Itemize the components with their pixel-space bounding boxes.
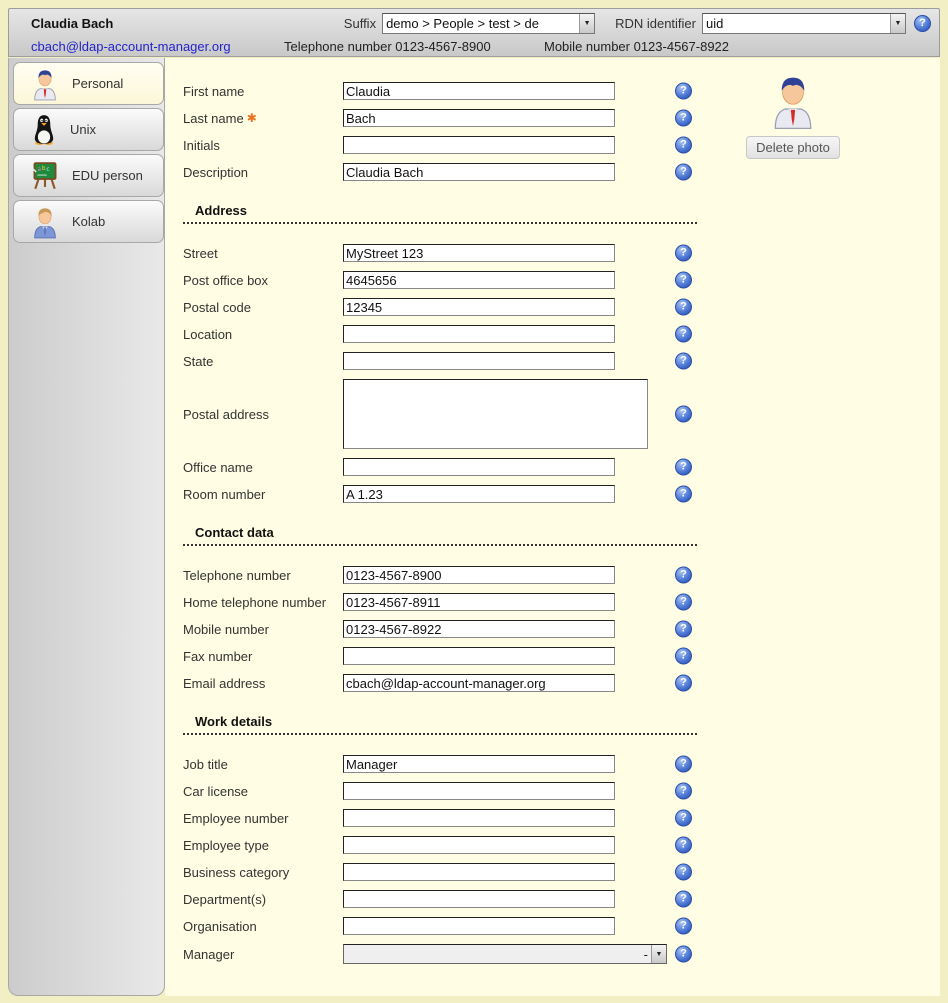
help-icon[interactable]: ?: [675, 164, 692, 181]
form-row-business-category: [183, 863, 703, 881]
manager-select[interactable]: [343, 944, 667, 964]
tab-unix[interactable]: [13, 108, 164, 151]
postal-code-label: Postal code: [183, 299, 251, 315]
form-row-employee-number: [183, 809, 703, 827]
description-label: Description: [183, 164, 249, 180]
tab-edu-person[interactable]: [13, 154, 164, 197]
tab-unix-label: Unix: [70, 122, 97, 137]
state-input[interactable]: [343, 352, 615, 370]
post-office-box-input[interactable]: [343, 271, 615, 289]
personal-form: [183, 82, 940, 964]
form-row-postal-code: [183, 298, 703, 316]
postal-address-label: Postal address: [183, 406, 269, 422]
room-number-input[interactable]: [343, 485, 615, 503]
chevron-down-icon[interactable]: ▼: [890, 14, 905, 33]
svg-text:b: b: [41, 166, 46, 173]
form-row-street: [183, 244, 703, 262]
form-row-employee-type: [183, 836, 703, 854]
help-icon[interactable]: ?: [675, 137, 692, 154]
chevron-down-icon[interactable]: ▼: [651, 945, 666, 963]
manager-label: Manager: [183, 946, 235, 962]
form-row-postal-address: [183, 379, 703, 449]
svg-text:a: a: [37, 167, 42, 174]
departments-label: Department(s): [183, 891, 267, 907]
form-row-mobile-number: [183, 620, 703, 638]
street-label: Street: [183, 245, 218, 261]
form-row-organisation: [183, 917, 703, 935]
help-icon[interactable]: ?: [675, 648, 692, 665]
business-category-label: Business category: [183, 864, 290, 880]
form-row-telephone-number: [183, 566, 703, 584]
description-input[interactable]: [343, 163, 615, 181]
help-icon[interactable]: ?: [675, 675, 692, 692]
suffix-select[interactable]: [382, 13, 595, 34]
location-input[interactable]: [343, 325, 615, 343]
email-address-label: Email address: [183, 675, 266, 691]
suffix-select-value: demo > People > test > de: [386, 16, 539, 31]
kolab-person-icon: [30, 205, 60, 239]
help-icon[interactable]: ?: [675, 326, 692, 343]
help-icon[interactable]: ?: [675, 83, 692, 100]
office-name-input[interactable]: [343, 458, 615, 476]
employee-type-label: Employee type: [183, 837, 269, 853]
state-label: State: [183, 353, 214, 369]
form-row-manager: [183, 944, 703, 964]
personal-tab-content: [165, 58, 940, 996]
header-row-top: [9, 9, 939, 36]
help-icon[interactable]: ?: [675, 567, 692, 584]
employee-number-label: Employee number: [183, 810, 289, 826]
initials-label: Initials: [183, 137, 220, 153]
last-name-required-marker: ✱: [246, 110, 257, 125]
chevron-down-icon[interactable]: ▼: [579, 14, 594, 33]
main-area: [8, 58, 940, 996]
office-name-label: Office name: [183, 459, 253, 475]
fax-number-label: Fax number: [183, 648, 253, 664]
photo-box: [737, 72, 849, 159]
telephone-number-input[interactable]: [343, 566, 615, 584]
initials-input[interactable]: [343, 136, 615, 154]
help-icon[interactable]: ?: [675, 353, 692, 370]
post-office-box-label: Post office box: [183, 272, 269, 288]
help-icon[interactable]: ?: [675, 245, 692, 262]
svg-text:c: c: [46, 167, 50, 174]
help-icon[interactable]: ?: [675, 272, 692, 289]
tab-kolab[interactable]: [13, 200, 164, 243]
account-header: [8, 8, 940, 57]
help-icon[interactable]: ?: [675, 864, 692, 881]
chalkboard-icon: [30, 160, 60, 191]
person-icon: [30, 67, 60, 101]
tab-personal-label: Personal: [72, 76, 124, 91]
employee-number-input[interactable]: [343, 809, 615, 827]
form-row-description: [183, 163, 703, 181]
help-icon[interactable]: ?: [675, 783, 692, 800]
home-telephone-number-input[interactable]: [343, 593, 615, 611]
form-row-office-name: [183, 458, 703, 476]
home-telephone-number-label: Home telephone number: [183, 594, 327, 610]
form-row-email-address: [183, 674, 703, 692]
section-heading-contact-data: Contact data: [183, 525, 697, 546]
suffix-label: Suffix: [343, 16, 377, 31]
help-icon[interactable]: ?: [914, 15, 931, 32]
help-icon[interactable]: ?: [675, 946, 692, 963]
account-email-link[interactable]: cbach@ldap-account-manager.org: [31, 38, 231, 54]
telephone-number-label: Telephone number: [183, 567, 291, 583]
last-name-label: Last name ✱: [183, 110, 257, 126]
form-row-room-number: [183, 485, 703, 503]
organisation-input[interactable]: [343, 917, 615, 935]
postal-address-textarea[interactable]: [343, 379, 648, 449]
postal-code-input[interactable]: [343, 298, 615, 316]
manager-select-value: -: [643, 946, 648, 962]
departments-input[interactable]: [343, 890, 615, 908]
help-icon[interactable]: ?: [675, 299, 692, 316]
delete-photo-button[interactable]: Delete photo: [746, 136, 840, 159]
form-row-state: [183, 352, 703, 370]
help-icon[interactable]: ?: [675, 918, 692, 935]
fax-number-input[interactable]: [343, 647, 615, 665]
rdn-identifier-label: RDN identifier: [615, 16, 696, 31]
help-icon[interactable]: ?: [675, 756, 692, 773]
help-icon[interactable]: ?: [675, 621, 692, 638]
header-row-bottom: [9, 36, 939, 56]
user-photo-placeholder-icon: [767, 72, 819, 130]
first-name-input[interactable]: [343, 82, 615, 100]
mobile-number-label: Mobile number: [183, 621, 269, 637]
form-row-last-name: [183, 109, 703, 127]
help-icon[interactable]: ?: [675, 837, 692, 854]
form-row-initials: [183, 136, 703, 154]
rdn-identifier-select[interactable]: [702, 13, 906, 34]
form-row-fax-number: [183, 647, 703, 665]
form-row-location: [183, 325, 703, 343]
form-row-home-telephone-number: [183, 593, 703, 611]
help-icon[interactable]: ?: [675, 110, 692, 127]
help-icon[interactable]: ?: [675, 891, 692, 908]
room-number-label: Room number: [183, 486, 266, 502]
tab-edu-person-label: EDU person: [72, 168, 143, 183]
form-row-job-title: [183, 755, 703, 773]
form-row-car-license: [183, 782, 703, 800]
tab-kolab-label: Kolab: [72, 214, 106, 229]
account-title: Claudia Bach: [31, 16, 114, 31]
header-mobile-text: Mobile number 0123-4567-8922: [544, 38, 730, 54]
organisation-label: Organisation: [183, 918, 257, 934]
business-category-input[interactable]: [343, 863, 615, 881]
street-input[interactable]: [343, 244, 615, 262]
header-telephone-text: Telephone number 0123-4567-8900: [284, 38, 491, 54]
form-row-first-name: [183, 82, 703, 100]
help-icon[interactable]: ?: [675, 486, 692, 503]
mobile-number-input[interactable]: [343, 620, 615, 638]
car-license-label: Car license: [183, 783, 249, 799]
first-name-label: First name: [183, 83, 245, 99]
location-label: Location: [183, 326, 233, 342]
form-row-post-office-box: [183, 271, 703, 289]
help-icon[interactable]: ?: [675, 406, 692, 423]
job-title-input[interactable]: [343, 755, 615, 773]
job-title-label: Job title: [183, 756, 228, 772]
penguin-icon: [30, 113, 58, 146]
car-license-input[interactable]: [343, 782, 615, 800]
last-name-input[interactable]: [343, 109, 615, 127]
help-icon[interactable]: ?: [675, 459, 692, 476]
module-sidebar: [8, 58, 165, 996]
section-heading-address: Address: [183, 203, 697, 224]
tab-personal[interactable]: [13, 62, 164, 105]
form-row-departments: [183, 890, 703, 908]
help-icon[interactable]: ?: [675, 810, 692, 827]
section-heading-work-details: Work details: [183, 714, 697, 735]
help-icon[interactable]: ?: [675, 594, 692, 611]
rdn-select-value: uid: [706, 16, 724, 31]
email-address-input[interactable]: [343, 674, 615, 692]
employee-type-input[interactable]: [343, 836, 615, 854]
